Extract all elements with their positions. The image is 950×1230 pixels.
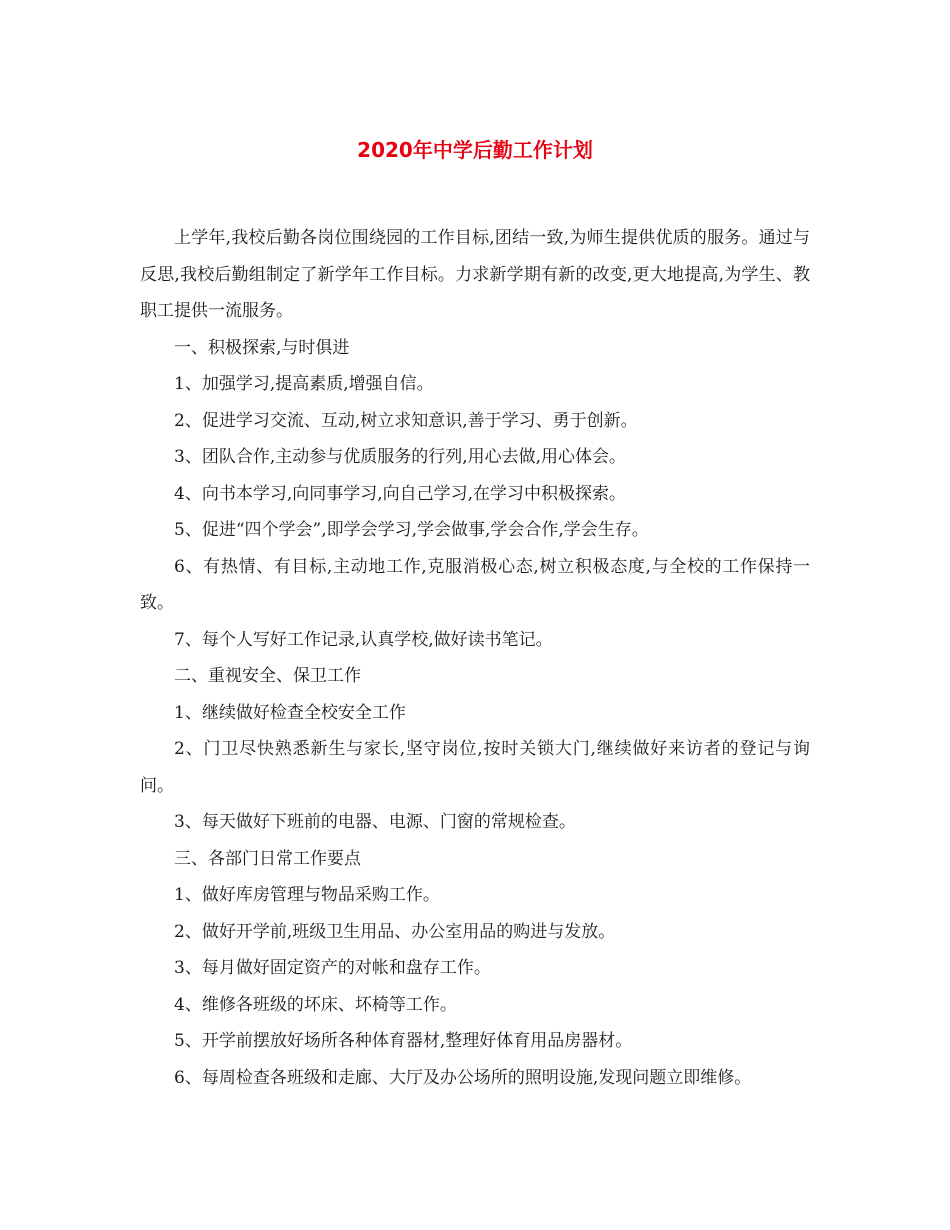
list-item: 4、向书本学习,向同事学习,向自己学习,在学习中积极探索。 (174, 483, 627, 504)
list-item: 2、门卫尽快熟悉新生与家长,坚守岗位,按时关锁大门,继续做好来访者的登记与询问。 (140, 739, 810, 796)
document-body (140, 220, 810, 1096)
list-item: 3、每月做好固定资产的对帐和盘存工作。 (174, 958, 491, 978)
section-heading-2: 二、重视安全、保卫工作 (174, 666, 361, 686)
list-item: 1、继续做好检查全校安全工作 (174, 702, 406, 723)
document-title: 2020年中学后勤工作计划 (357, 138, 593, 162)
list-item: 6、每周检查各班级和走廊、大厅及办公场所的照明设施,发现问题立即维修。 (174, 1067, 752, 1088)
list-item: 5、促进“四个学会”,即学会学习,学会做事,学会合作,学会生存。 (174, 520, 649, 540)
list-item: 5、开学前摆放好场所各种体育器材,整理好体育用品房器材。 (174, 1031, 633, 1051)
list-item: 7、每个人写好工作记录,认真学校,做好读书笔记。 (174, 629, 553, 650)
section-heading-3: 三、各部门日常工作要点 (174, 848, 361, 869)
list-item: 3、团队合作,主动参与优质服务的行列,用心去做,用心体会。 (174, 447, 627, 467)
paragraph-intro: 上学年,我校后勤各岗位围绕园的工作目标,团结一致,为师生提供优质的服务。通过与反思,我校后勤组制定了新学年工作目标。力求新学期有新的改变,更大地提高,为学生、教职工提供一流服务。 (140, 228, 810, 321)
list-item: 2、促进学习交流、互动,树立求知意识,善于学习、勇于创新。 (174, 410, 638, 431)
list-item: 4、维修各班级的坏床、坏椅等工作。 (174, 994, 457, 1015)
section-heading-1: 一、积极探索,与时俱进 (174, 337, 350, 358)
list-item: 1、加强学习,提高素质,增强自信。 (174, 374, 434, 394)
list-item: 6、有热情、有目标,主动地工作,克服消极心态,树立积极态度,与全校的工作保持一致。 (140, 556, 810, 613)
list-item: 3、每天做好下班前的电器、电源、门窗的常规检查。 (174, 812, 576, 832)
list-item: 1、做好库房管理与物品采购工作。 (174, 885, 440, 905)
list-item: 2、做好开学前,班级卫生用品、办公室用品的购进与发放。 (174, 921, 616, 942)
